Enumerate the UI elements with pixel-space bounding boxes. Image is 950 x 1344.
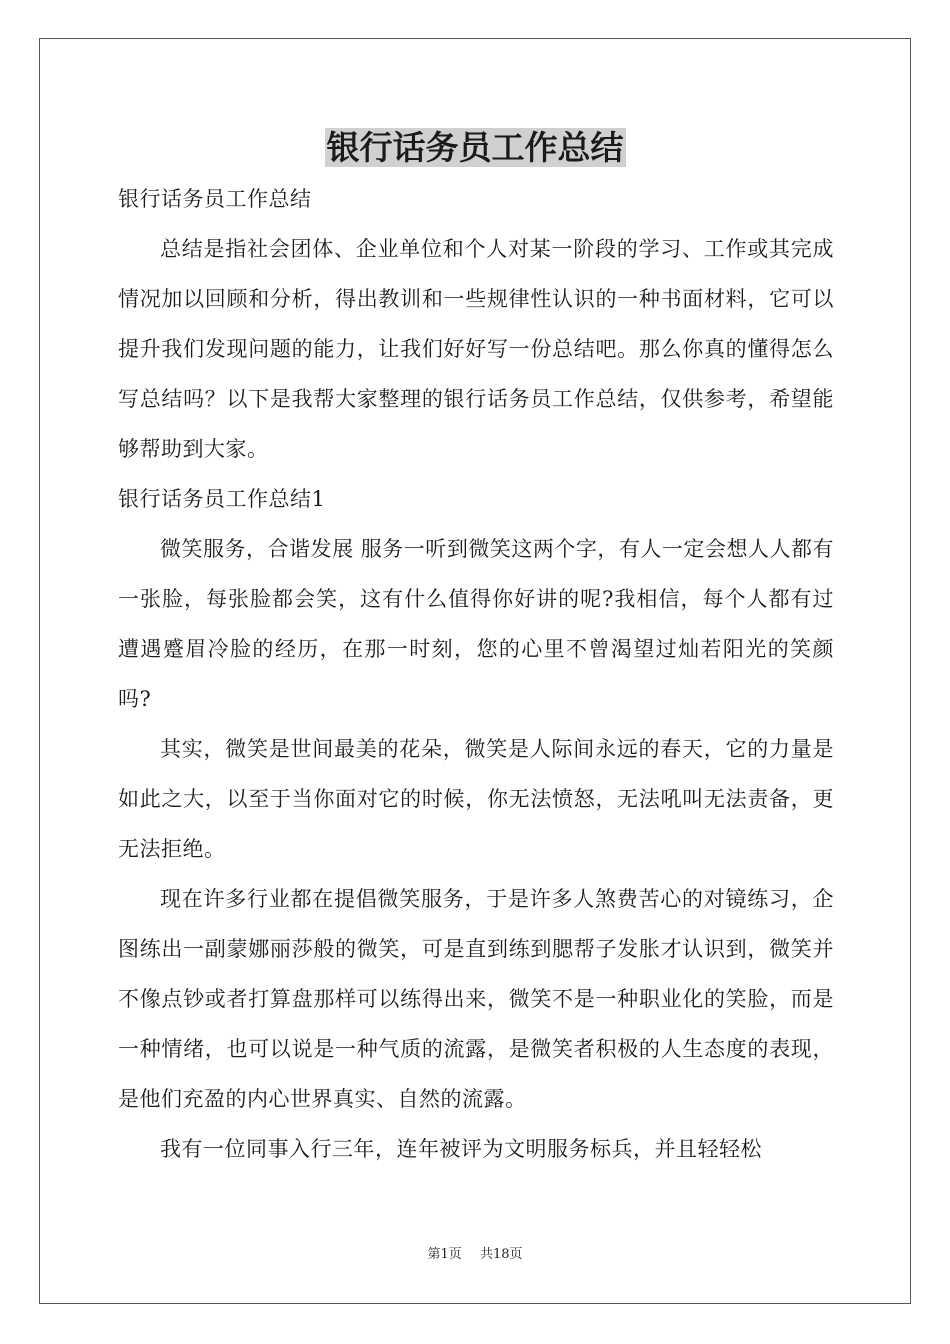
- paragraph-body: 微笑服务，合谐发展 服务一听到微笑这两个字，有人一定会想人人都有一张脸，每张脸都会笑，这有什么值得你好讲的呢?我相信，每个人都有过遭遇蹙眉冷脸的经历，在那一时刻，您的心里不曾渴望过灿若阳光的笑颜吗?: [118, 537, 834, 711]
- paragraph-body: 现在许多行业都在提倡微笑服务，于是许多人煞费苦心的对镜练习，企图练出一副蒙娜丽莎般的微笑，可是直到练到腮帮子发胀才认识到，微笑并不像点钞或者打算盘那样可以练得出来，微笑不是一种职业化的笑脸，而是一种情绪，也可以说是一种气质的流露，是微笑者积极的人生态度的表现，是他们充盈的内心世界真实、自然的流露。: [118, 887, 834, 1111]
- page-footer: [0, 1246, 950, 1264]
- page-total: 共18页: [479, 1247, 523, 1262]
- document-body: [118, 174, 834, 1174]
- paragraph-body: 其实，微笑是世间最美的花朵，微笑是人际间永远的春天，它的力量是如此之大，以至于当你面对它的时候，你无法愤怒，无法吼叫无法责备，更无法拒绝。: [118, 737, 834, 861]
- paragraph-subtitle: 银行话务员工作总结: [118, 187, 312, 211]
- document-title: [0, 126, 950, 170]
- paragraph-body: 我有一位同事入行三年，连年被评为文明服务标兵，并且轻轻松: [160, 1137, 762, 1161]
- paragraph-intro: 总结是指社会团体、企业单位和个人对某一阶段的学习、工作或其完成情况加以回顾和分析，得出教训和一些规律性认识的一种书面材料，它可以提升我们发现问题的能力，让我们好好写一份总结吧。那么你真的懂得怎么写总结吗？以下是我帮大家整理的银行话务员工作总结，仅供参考，希望能够帮助到大家。: [118, 237, 834, 461]
- paragraph-section-heading: 银行话务员工作总结1: [118, 487, 326, 511]
- page-number: 第1页: [427, 1247, 462, 1262]
- document-title-text: 银行话务员工作总结: [326, 128, 624, 167]
